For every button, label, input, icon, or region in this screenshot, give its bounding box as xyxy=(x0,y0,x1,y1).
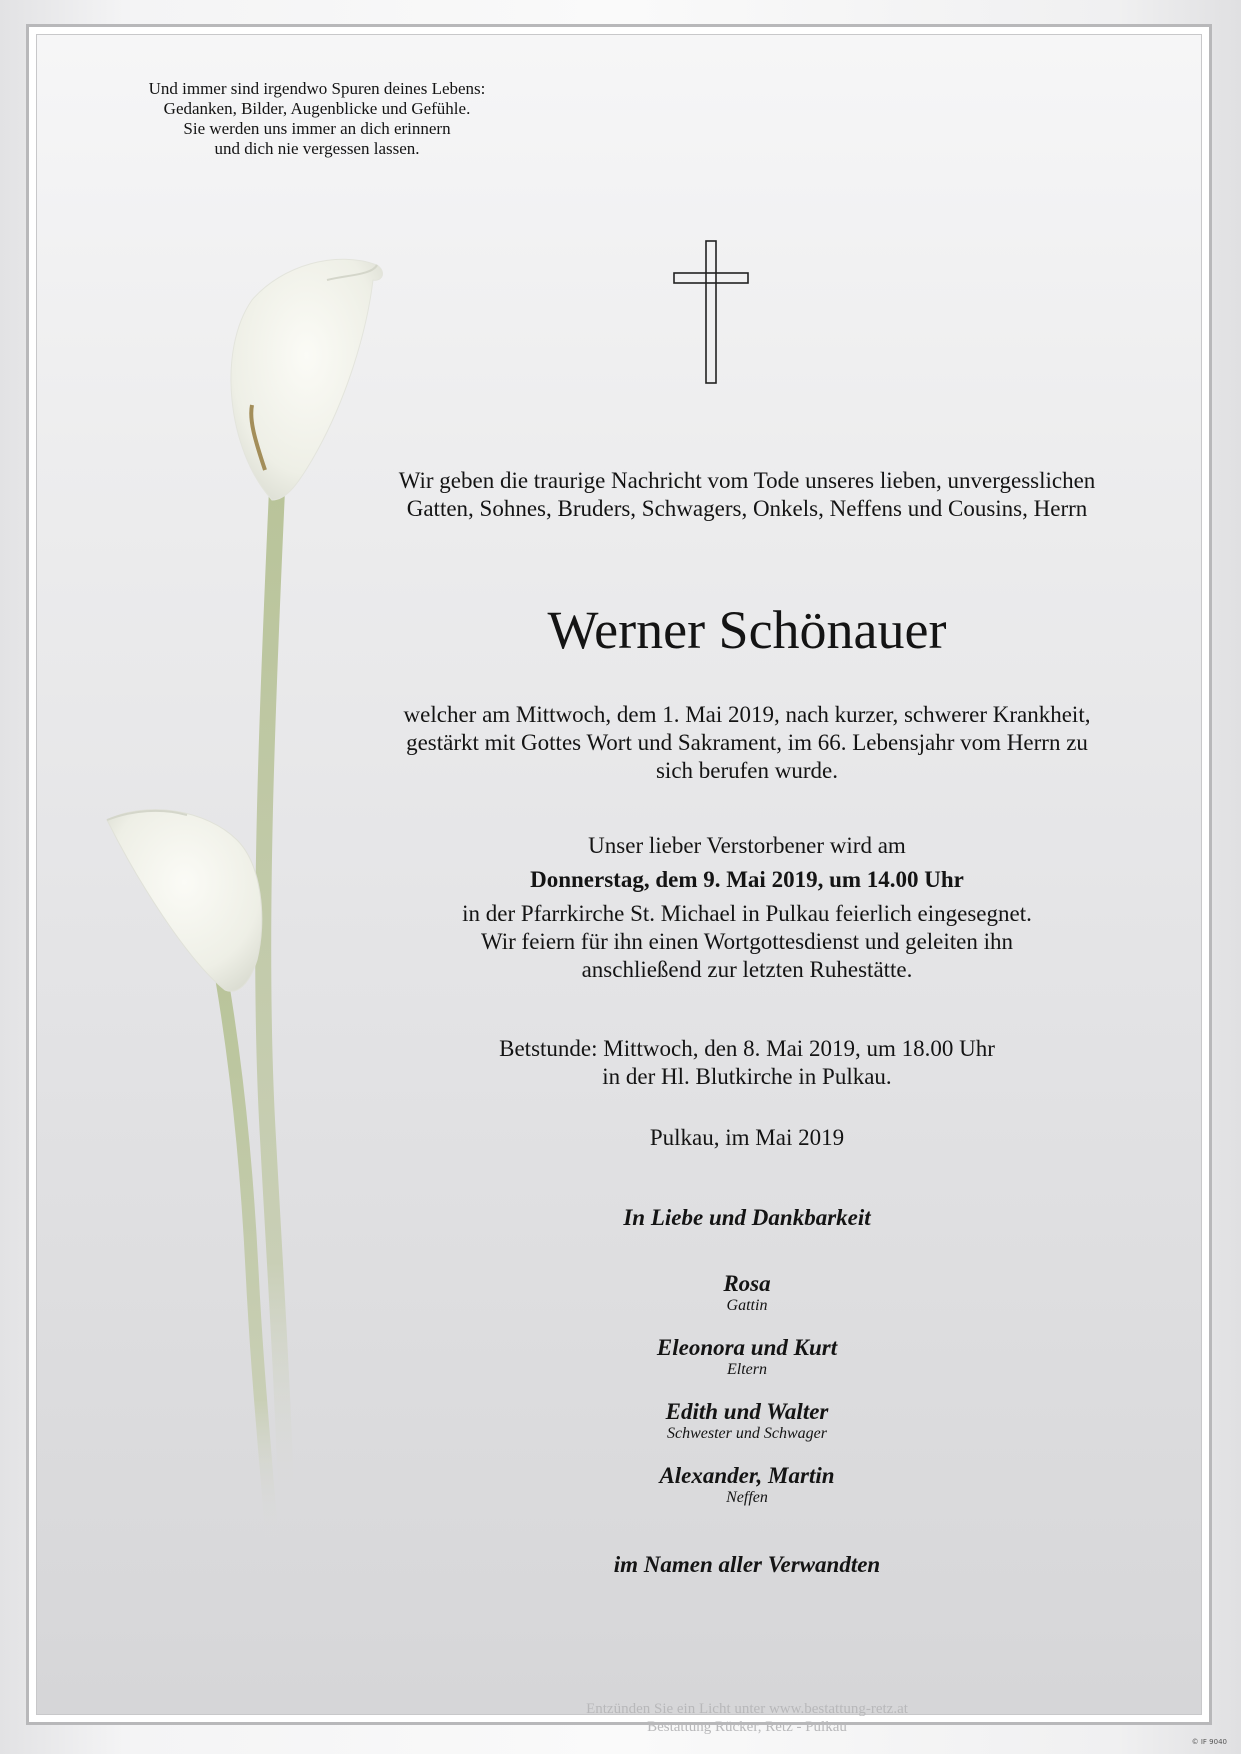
mourner xyxy=(337,1399,1157,1442)
mourner xyxy=(337,1335,1157,1378)
intro-line: Gatten, Sohnes, Bruders, Schwagers, Onkels, Neffens und Cousins, Herrn xyxy=(406,496,1088,521)
calla-lily-illustration xyxy=(77,220,377,1620)
mourner xyxy=(337,1463,1157,1506)
intro-line: Wir geben die traurige Nachricht vom Tode unseres lieben, unvergesslichen xyxy=(398,468,1096,493)
intro-text xyxy=(337,467,1157,523)
motto-line: Sie werden uns immer an dich erinnern xyxy=(183,119,451,138)
death-line: sich berufen wurde. xyxy=(655,758,838,783)
death-notice xyxy=(337,701,1157,785)
footer-link-text: Entzünden Sie ein Licht unter www.bestattung-retz.at xyxy=(586,1701,908,1717)
inner-frame xyxy=(36,34,1202,1735)
mourner-role: Neffen xyxy=(726,1489,768,1506)
service-line: Wir feiern für ihn einen Wortgottesdienst und geleiten ihn xyxy=(480,929,1014,954)
prayer-line: in der Hl. Blutkirche in Pulkau. xyxy=(602,1064,892,1089)
death-line: gestärkt mit Gottes Wort und Sakrament, im 66. Lebensjahr vom Herrn zu xyxy=(406,730,1088,755)
mourner xyxy=(337,1271,1157,1314)
motto-line: Gedanken, Bilder, Augenblicke und Gefühle. xyxy=(163,99,471,118)
cross-icon xyxy=(674,241,748,383)
mourner-name: Rosa xyxy=(723,1271,771,1296)
mourner-role: Eltern xyxy=(727,1361,767,1378)
funeral-service xyxy=(337,832,1157,984)
motto xyxy=(77,79,557,159)
thanks-heading: In Liebe und Dankbarkeit xyxy=(623,1205,871,1230)
footer-company: Bestattung Rücker, Retz - Pulkau xyxy=(647,1719,847,1735)
closing-line: im Namen aller Verwandten xyxy=(613,1552,881,1577)
place-date: Pulkau, im Mai 2019 xyxy=(649,1125,845,1150)
mourner-name: Edith und Walter xyxy=(665,1399,829,1424)
mourner-name: Eleonora und Kurt xyxy=(656,1335,838,1360)
mourners-list xyxy=(337,1271,1157,1527)
mourner-role: Gattin xyxy=(726,1297,768,1314)
death-line: welcher am Mittwoch, dem 1. Mai 2019, nach kurzer, schwerer Krankheit, xyxy=(403,702,1091,727)
mourner-name: Alexander, Martin xyxy=(659,1463,835,1488)
motto-line: Und immer sind irgendwo Spuren deines Lebens: xyxy=(148,79,486,98)
deceased-name: Werner Schönauer xyxy=(547,600,947,660)
service-line: in der Pfarrkirche St. Michael in Pulkau feierlich eingesegnet. xyxy=(462,901,1032,926)
motto-line: und dich nie vergessen lassen. xyxy=(214,139,420,158)
prayer-line: Betstunde: Mittwoch, den 8. Mai 2019, um 18.00 Uhr xyxy=(499,1036,995,1061)
footer xyxy=(337,1700,1157,1736)
service-line: anschließend zur letzten Ruhestätte. xyxy=(581,957,913,982)
service-date-time: Donnerstag, dem 9. Mai 2019, um 14.00 Uhr xyxy=(530,867,964,892)
prayer-hour xyxy=(337,1035,1157,1091)
service-lead: Unser lieber Verstorbener wird am xyxy=(588,833,906,858)
mourner-role: Schwester und Schwager xyxy=(667,1425,827,1442)
template-stamp: © IF 9040 xyxy=(1191,1738,1227,1746)
outer-frame xyxy=(26,24,1212,1735)
